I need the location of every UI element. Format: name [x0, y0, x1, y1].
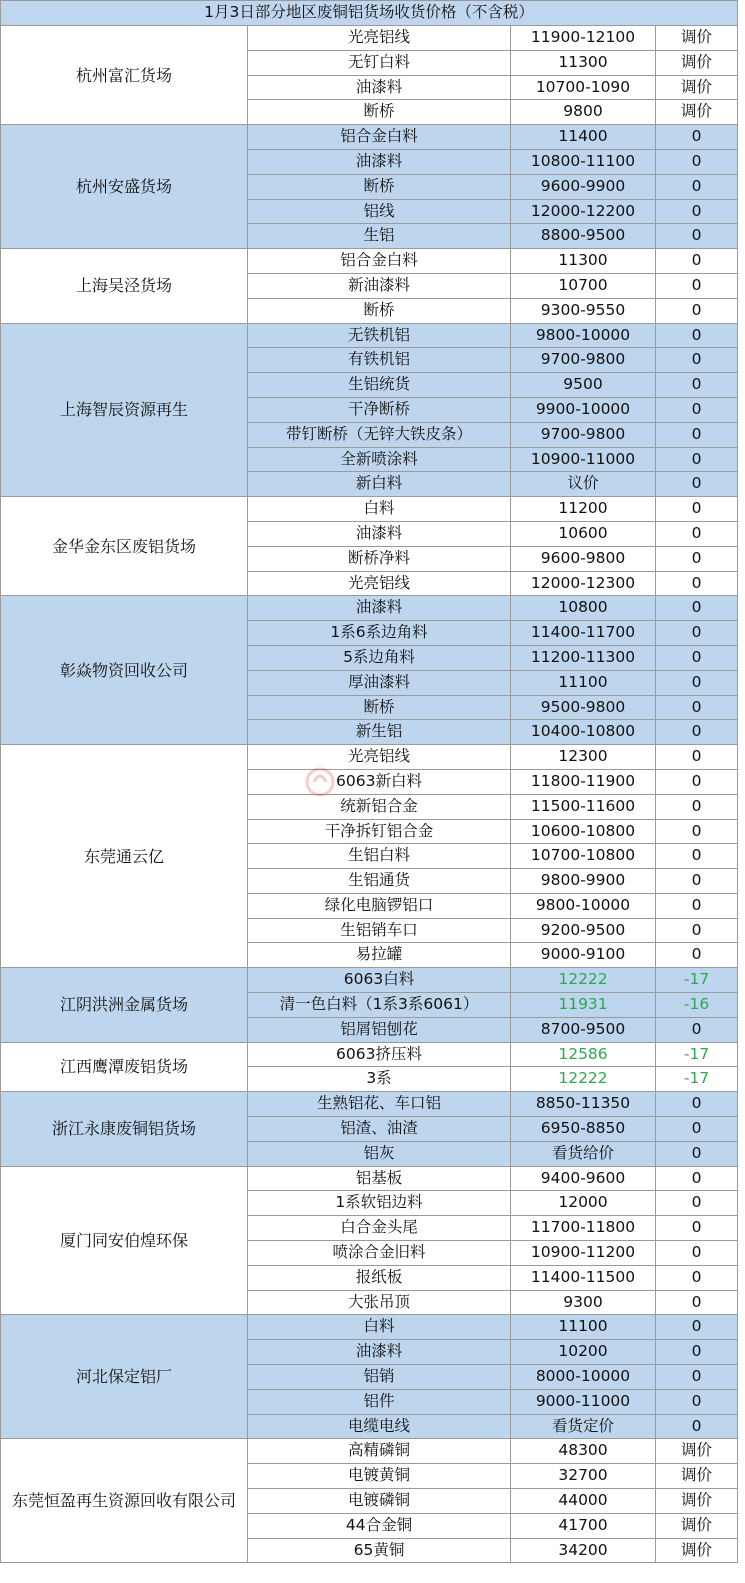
- change-cell: 0: [656, 1117, 738, 1142]
- change-cell: 0: [656, 348, 738, 373]
- price-cell: 9500: [511, 373, 656, 398]
- item-cell: 无钉白料: [248, 50, 511, 75]
- item-cell: 白合金头尾: [248, 1216, 511, 1241]
- change-cell: 0: [656, 174, 738, 199]
- item-cell: 6063白料: [248, 968, 511, 993]
- item-cell: 铝基板: [248, 1166, 511, 1191]
- change-cell: -16: [656, 993, 738, 1018]
- item-cell: 报纸板: [248, 1265, 511, 1290]
- change-cell: -17: [656, 968, 738, 993]
- change-cell: 0: [656, 273, 738, 298]
- change-cell: 0: [656, 1017, 738, 1042]
- price-cell: 9000-11000: [511, 1389, 656, 1414]
- change-cell: 0: [656, 869, 738, 894]
- table-row: [1, 968, 738, 993]
- price-cell: 9700-9800: [511, 422, 656, 447]
- item-cell: 生铝统货: [248, 373, 511, 398]
- item-cell: 全新喷涂料: [248, 447, 511, 472]
- change-cell: 调价: [656, 26, 738, 51]
- price-cell: 11200-11300: [511, 645, 656, 670]
- change-cell: 0: [656, 621, 738, 646]
- item-cell: 干净断桥: [248, 397, 511, 422]
- item-cell: 铝件: [248, 1389, 511, 1414]
- item-cell: 铝合金白料: [248, 249, 511, 274]
- price-cell: 11700-11800: [511, 1216, 656, 1241]
- item-cell: 1系6系边角料: [248, 621, 511, 646]
- price-cell: 12222: [511, 1067, 656, 1092]
- item-cell: 厚油漆料: [248, 670, 511, 695]
- change-cell: 0: [656, 373, 738, 398]
- table-title: 1月3日部分地区废铜铝货场收货价格（不含税）: [1, 1, 738, 26]
- location-cell: 厦门同安伯煌环保: [1, 1166, 248, 1315]
- change-cell: 0: [656, 422, 738, 447]
- price-cell: 41700: [511, 1513, 656, 1538]
- change-cell: 0: [656, 1241, 738, 1266]
- change-cell: 0: [656, 1315, 738, 1340]
- change-cell: 调价: [656, 75, 738, 100]
- location-cell: 河北保定铝厂: [1, 1315, 248, 1439]
- price-cell: 议价: [511, 472, 656, 497]
- location-cell: 杭州安盛货场: [1, 125, 248, 249]
- price-cell: 8700-9500: [511, 1017, 656, 1042]
- price-cell: 6950-8850: [511, 1117, 656, 1142]
- item-cell: 喷涂合金旧料: [248, 1241, 511, 1266]
- change-cell: 0: [656, 397, 738, 422]
- item-cell: 6063新白料: [248, 769, 511, 794]
- change-cell: 0: [656, 1340, 738, 1365]
- location-cell: 上海智辰资源再生: [1, 323, 248, 497]
- item-cell: 铝销: [248, 1365, 511, 1390]
- change-cell: 0: [656, 1389, 738, 1414]
- price-cell: 9500-9800: [511, 695, 656, 720]
- item-cell: 5系边角料: [248, 645, 511, 670]
- item-cell: 断桥: [248, 298, 511, 323]
- item-cell: 高精磷铜: [248, 1439, 511, 1464]
- change-cell: 0: [656, 249, 738, 274]
- change-cell: 调价: [656, 50, 738, 75]
- price-cell: 9800: [511, 100, 656, 125]
- table-row: [1, 1042, 738, 1067]
- item-cell: 干净拆钉铝合金: [248, 819, 511, 844]
- change-cell: 0: [656, 571, 738, 596]
- item-cell: 光亮铝线: [248, 745, 511, 770]
- item-cell: 生铝白料: [248, 844, 511, 869]
- price-cell: 8000-10000: [511, 1365, 656, 1390]
- price-cell: 11300: [511, 249, 656, 274]
- price-cell: 11100: [511, 670, 656, 695]
- item-cell: 1系软铝边料: [248, 1191, 511, 1216]
- price-cell: 8800-9500: [511, 224, 656, 249]
- price-cell: 9600-9800: [511, 546, 656, 571]
- table-row: [1, 1092, 738, 1117]
- change-cell: 0: [656, 745, 738, 770]
- location-cell: 杭州富汇货场: [1, 26, 248, 125]
- change-cell: 0: [656, 596, 738, 621]
- item-cell: 断桥: [248, 100, 511, 125]
- price-cell: 9800-10000: [511, 323, 656, 348]
- change-cell: 0: [656, 199, 738, 224]
- item-cell: 生铝: [248, 224, 511, 249]
- change-cell: 0: [656, 1414, 738, 1439]
- change-cell: 0: [656, 447, 738, 472]
- price-cell: 10900-11200: [511, 1241, 656, 1266]
- price-cell: 44000: [511, 1489, 656, 1514]
- change-cell: 0: [656, 645, 738, 670]
- price-cell: 10600-10800: [511, 819, 656, 844]
- price-cell: 9800-10000: [511, 893, 656, 918]
- change-cell: 0: [656, 149, 738, 174]
- price-cell: 看货定价: [511, 1414, 656, 1439]
- change-cell: 0: [656, 224, 738, 249]
- item-cell: 统新铝合金: [248, 794, 511, 819]
- change-cell: 0: [656, 819, 738, 844]
- change-cell: 0: [656, 893, 738, 918]
- price-table-body: [1, 1, 738, 1563]
- table-row: [1, 125, 738, 150]
- price-cell: 11100: [511, 1315, 656, 1340]
- item-cell: 断桥: [248, 695, 511, 720]
- item-cell: 电缆电线: [248, 1414, 511, 1439]
- change-cell: 调价: [656, 1513, 738, 1538]
- price-cell: 12222: [511, 968, 656, 993]
- table-row: [1, 1166, 738, 1191]
- table-row: [1, 745, 738, 770]
- change-cell: 0: [656, 720, 738, 745]
- item-cell: 铝渣、油渣: [248, 1117, 511, 1142]
- location-cell: 彰焱物资回收公司: [1, 596, 248, 745]
- price-cell: 10400-10800: [511, 720, 656, 745]
- change-cell: 0: [656, 323, 738, 348]
- item-cell: 有铁机铝: [248, 348, 511, 373]
- item-cell: 65黄铜: [248, 1538, 511, 1563]
- item-cell: 带钉断桥（无锌大铁皮条）: [248, 422, 511, 447]
- price-cell: 11931: [511, 993, 656, 1018]
- table-row: [1, 249, 738, 274]
- change-cell: 0: [656, 546, 738, 571]
- price-cell: 12000: [511, 1191, 656, 1216]
- item-cell: 生铝通货: [248, 869, 511, 894]
- table-row: [1, 497, 738, 522]
- price-cell: 9000-9100: [511, 943, 656, 968]
- location-cell: 东莞通云亿: [1, 745, 248, 968]
- change-cell: 0: [656, 695, 738, 720]
- table-row: [1, 1315, 738, 1340]
- item-cell: 6063挤压料: [248, 1042, 511, 1067]
- change-cell: 调价: [656, 100, 738, 125]
- price-cell: 8850-11350: [511, 1092, 656, 1117]
- price-cell: 11500-11600: [511, 794, 656, 819]
- change-cell: -17: [656, 1042, 738, 1067]
- price-cell: 10700-1090: [511, 75, 656, 100]
- price-cell: 11800-11900: [511, 769, 656, 794]
- table-row: [1, 596, 738, 621]
- price-cell: 11200: [511, 497, 656, 522]
- change-cell: 0: [656, 794, 738, 819]
- location-cell: 浙江永康废铜铝货场: [1, 1092, 248, 1166]
- price-cell: 48300: [511, 1439, 656, 1464]
- item-cell: 清一色白料（1系3系6061）: [248, 993, 511, 1018]
- price-cell: 34200: [511, 1538, 656, 1563]
- change-cell: 0: [656, 1141, 738, 1166]
- change-cell: 0: [656, 1365, 738, 1390]
- item-cell: 断桥: [248, 174, 511, 199]
- change-cell: 0: [656, 918, 738, 943]
- price-cell: 9300: [511, 1290, 656, 1315]
- price-cell: 9300-9550: [511, 298, 656, 323]
- price-cell: 10900-11000: [511, 447, 656, 472]
- change-cell: 0: [656, 298, 738, 323]
- item-cell: 生熟铝花、车口铝: [248, 1092, 511, 1117]
- change-cell: 调价: [656, 1489, 738, 1514]
- item-cell: 断桥净料: [248, 546, 511, 571]
- change-cell: 0: [656, 670, 738, 695]
- change-cell: 调价: [656, 1538, 738, 1563]
- price-cell: 11900-12100: [511, 26, 656, 51]
- item-cell: 油漆料: [248, 1340, 511, 1365]
- change-cell: 0: [656, 497, 738, 522]
- location-cell: 东莞恒盈再生资源回收有限公司: [1, 1439, 248, 1563]
- table-row: [1, 1439, 738, 1464]
- item-cell: 白料: [248, 1315, 511, 1340]
- location-cell: 上海吴泾货场: [1, 249, 248, 323]
- item-cell: 绿化电脑锣铝口: [248, 893, 511, 918]
- price-cell: 11400-11500: [511, 1265, 656, 1290]
- item-cell: 新生铝: [248, 720, 511, 745]
- price-cell: 10700: [511, 273, 656, 298]
- item-cell: 铝屑铝刨花: [248, 1017, 511, 1042]
- item-cell: 3系: [248, 1067, 511, 1092]
- item-cell: 铝灰: [248, 1141, 511, 1166]
- change-cell: 调价: [656, 1439, 738, 1464]
- change-cell: 0: [656, 1290, 738, 1315]
- item-cell: 无铁机铝: [248, 323, 511, 348]
- price-cell: 11400: [511, 125, 656, 150]
- change-cell: 0: [656, 1265, 738, 1290]
- item-cell: 油漆料: [248, 149, 511, 174]
- table-row: [1, 323, 738, 348]
- price-cell: 10800-11100: [511, 149, 656, 174]
- change-cell: 0: [656, 1216, 738, 1241]
- change-cell: 0: [656, 943, 738, 968]
- item-cell: 光亮铝线: [248, 571, 511, 596]
- item-cell: 新油漆料: [248, 273, 511, 298]
- price-cell: 11300: [511, 50, 656, 75]
- location-cell: 金华金东区废铝货场: [1, 497, 248, 596]
- item-cell: 铝合金白料: [248, 125, 511, 150]
- location-cell: 江西鹰潭废铝货场: [1, 1042, 248, 1092]
- price-cell: 9400-9600: [511, 1166, 656, 1191]
- title-row: [1, 1, 738, 26]
- price-cell: 9700-9800: [511, 348, 656, 373]
- item-cell: 电镀磷铜: [248, 1489, 511, 1514]
- item-cell: 44合金铜: [248, 1513, 511, 1538]
- table-row: [1, 26, 738, 51]
- price-cell: 11400-11700: [511, 621, 656, 646]
- price-cell: 12000-12200: [511, 199, 656, 224]
- item-cell: 油漆料: [248, 596, 511, 621]
- price-cell: 9900-10000: [511, 397, 656, 422]
- price-cell: 10600: [511, 521, 656, 546]
- price-cell: 9600-9900: [511, 174, 656, 199]
- change-cell: -17: [656, 1067, 738, 1092]
- item-cell: 油漆料: [248, 521, 511, 546]
- item-cell: 白料: [248, 497, 511, 522]
- price-cell: 9200-9500: [511, 918, 656, 943]
- price-cell: 10200: [511, 1340, 656, 1365]
- change-cell: 0: [656, 1191, 738, 1216]
- price-cell: 12300: [511, 745, 656, 770]
- price-cell: 12586: [511, 1042, 656, 1067]
- item-cell: 大张吊顶: [248, 1290, 511, 1315]
- change-cell: 0: [656, 769, 738, 794]
- price-cell: 32700: [511, 1464, 656, 1489]
- change-cell: 调价: [656, 1464, 738, 1489]
- price-cell: 12000-12300: [511, 571, 656, 596]
- price-cell: 10700-10800: [511, 844, 656, 869]
- change-cell: 0: [656, 472, 738, 497]
- item-cell: 电镀黄铜: [248, 1464, 511, 1489]
- change-cell: 0: [656, 521, 738, 546]
- item-cell: 易拉罐: [248, 943, 511, 968]
- item-cell: 生铝销车口: [248, 918, 511, 943]
- change-cell: 0: [656, 1092, 738, 1117]
- item-cell: 光亮铝线: [248, 26, 511, 51]
- change-cell: 0: [656, 1166, 738, 1191]
- item-cell: 铝线: [248, 199, 511, 224]
- location-cell: 江阴洪洲金属货场: [1, 968, 248, 1042]
- price-cell: 看货给价: [511, 1141, 656, 1166]
- change-cell: 0: [656, 125, 738, 150]
- price-cell: 10800: [511, 596, 656, 621]
- price-cell: 9800-9900: [511, 869, 656, 894]
- item-cell: 新白料: [248, 472, 511, 497]
- item-cell: 油漆料: [248, 75, 511, 100]
- change-cell: 0: [656, 844, 738, 869]
